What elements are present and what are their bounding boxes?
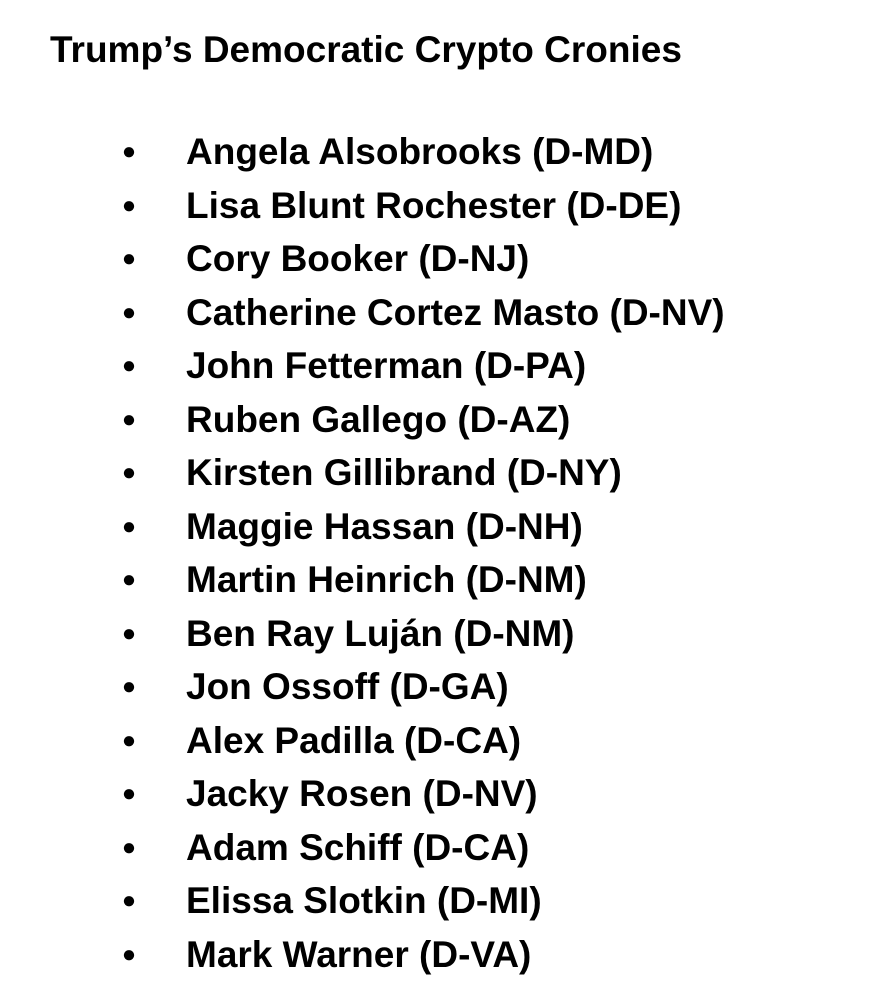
senator-name: Alex Padilla (D-CA) [186,719,522,761]
senator-name: Jon Ossoff (D-GA) [186,666,509,707]
senator-name: John Fetterman (D-PA) [186,345,587,386]
senator-name: Ben Ray Luján (D-NM) [186,612,575,654]
bullet-icon: ● [121,245,137,272]
bullet-icon: ● [121,405,137,433]
bullet-icon: ● [121,512,137,540]
bullet-icon: ● [121,191,137,219]
bullet-icon: ● [121,726,137,754]
bullet-icon: ● [121,352,137,379]
bullet-icon: ● [121,940,137,968]
document-title: Trump’s Democratic Crypto Cronies [50,29,682,70]
senator-name: Elissa Slotkin (D-MI) [186,880,542,921]
bullet-icon: ● [121,459,137,486]
bullet-icon: ● [121,833,137,861]
bullet-icon: ● [121,887,137,914]
senator-name: Lisa Blunt Rochester (D-DE) [186,184,682,226]
bullet-icon: ● [121,780,137,807]
senator-name: Cory Booker (D-NJ) [186,238,530,279]
bullet-icon: ● [121,138,137,165]
senator-name: Mark Warner (D-VA) [186,933,532,975]
senator-name: Maggie Hassan (D-NH) [186,505,583,547]
bullet-icon: ● [121,566,137,593]
senator-name: Martin Heinrich (D-NM) [186,559,587,600]
bullet-icon: ● [121,673,137,700]
bullet-icon: ● [121,298,137,326]
senator-name: Adam Schiff (D-CA) [186,826,530,868]
senator-name: Angela Alsobrooks (D-MD) [186,131,654,172]
senator-name: Kirsten Gillibrand (D-NY) [186,452,622,493]
senator-name: Ruben Gallego (D-AZ) [186,398,571,440]
bullet-icon: ● [121,619,137,647]
senator-name: Catherine Cortez Masto (D-NV) [186,291,725,333]
senator-name: Jacky Rosen (D-NV) [186,773,538,814]
